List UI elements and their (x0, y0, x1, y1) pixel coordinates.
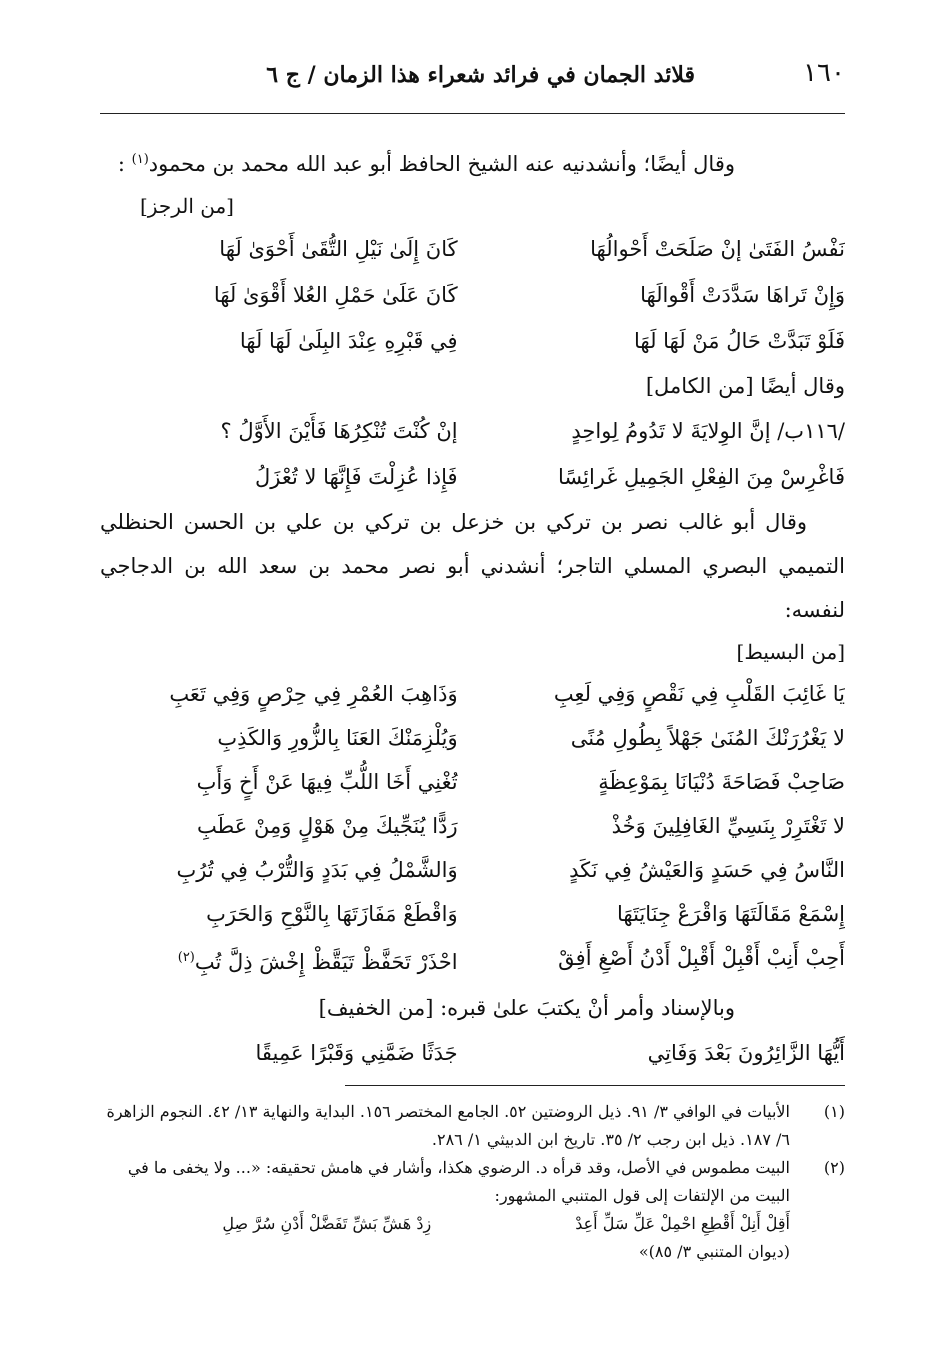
page-header (100, 56, 845, 108)
hemistich-second: إنْ كُنْتَ تُنْكِرُهَا فَأَيْنَ الأَوَّلُ ؟ (220, 419, 458, 443)
hemistich-second: كَانَ إِلَىٰ نَيْلِ التُّقَىٰ أَحْوَىٰ لَهَا (219, 237, 458, 261)
hemistich-first: /١١٦ب/ إنَّ الوِلايَةَ لا تَدُومُ لِواحِدٍ (571, 419, 845, 443)
hemistich-first: نَفْسُ الفَتَىٰ إنْ صَلَحَتْ أَحْوالُهَا (590, 237, 845, 261)
verse-line (100, 716, 845, 760)
verse-line (100, 848, 845, 892)
header-divider (100, 113, 845, 114)
hemistich-first: يَا غَائِبَ القَلْبِ فِي نَقْصٍ وَفِي لَعِبِ (553, 682, 845, 706)
footnote-divider (345, 1085, 845, 1086)
footnote-ref-1[interactable]: (١) (131, 152, 149, 167)
hemistich-second: فِي قَبْرِهِ عِنْدَ البِلَىٰ لَهَا لَهَا (239, 329, 458, 353)
hemistich-first: صَاحِبْ فَصَاحَةَ دُنْيَانَا بِمَوْعِظَةٍ (598, 770, 845, 794)
hemistich-first: لا يَغْرُرَنْكَ المُنَىٰ جَهْلاً بِطُولِ مُنًى (570, 726, 845, 750)
verse-line (100, 1030, 845, 1076)
intro-line-1: وقال أيضًا؛ وأنشدنيه عنه الشيخ الحافظ أبو عبد الله محمد بن محمود$^{(١)}$ : (117, 152, 735, 176)
intro-line-2: وقال أيضًا [من الكامل] (645, 374, 845, 398)
hemistich-second: وَالشَّمْلُ فِي بَدَدٍ وَالتُّرْبُ فِي تُرُبِ (176, 858, 458, 882)
verse-line (100, 318, 845, 364)
hemistich-second: فَإِذا عُزِلْتَ فَإِنَّهَا لا تُعْزَلُ (254, 465, 458, 489)
verse-line (100, 408, 845, 454)
hemistich-first: فَلَوْ تَبَدَّتْ حَالُ مَنْ لَهَا لَهَا (633, 329, 845, 353)
hemistich-second: تُغْنِي أَخَا اللُّبِّ فِيهَا عَنْ أَخٍ وَأَبِ (196, 770, 458, 794)
running-title: قلائد الجمان في فرائد شعراء هذا الزمان / ج ٦ (266, 62, 695, 88)
meter-label-rajaz: [من الرجز] (140, 194, 234, 218)
footnote-text: الأبيات في الوافي ٣/ ٩١. ذيل الروضتين ٥٢. الجامع المختصر ١٥٦. البداية والنهاية ١٣/ ٤٢. النجوم الزاهرة ٦/ ١٨٧. ذيل ابن رجب ٢/ ٣٥. تاريخ ابن الدبيثي ١/ ٢٨٦. (106, 1102, 790, 1149)
hemistich-second: كَانَ عَلَىٰ حَمْلِ العُلا أَقْوَىٰ لَهَا (213, 283, 458, 307)
hemistich-second: وَذَاهِبَ العُمْرِ فِي حِرْصٍ وَفِي تَعَبِ (169, 682, 458, 706)
hemistich-first: وَإِنْ تَراهَا سَدَّدَتْ أَقْوالَهَا (640, 283, 845, 307)
hemistich-second: جَدَثًا ضَمَّنِي وَقَبْرًا عَمِيقًا (255, 1041, 458, 1065)
hemistich-second: وَاقْطَعْ مَفَازَتَهَا بِالنَّوْحِ وَالحَرَبِ (206, 902, 458, 926)
hemistich-first: إِسْمَعْ مَقَالَتَهَا وَاقْرَعْ جِنَايَتَهَا (617, 902, 845, 926)
hemistich-first: النَّاسُ فِي حَسَدٍ وَالعَيْشُ فِي نَكَدٍ (569, 858, 845, 882)
hemistich-second: احْذَرْ تَحَفَّظْ تَيَقَّظْ إِخْشَ ذِلَّ تُبِ$^{(٢)}$ (177, 950, 458, 974)
verse-line (100, 936, 845, 980)
hemistich-first: لا تَغْتَرِرْ بِنَسِيِّ الغَافِلِينَ وَخُذْ (611, 814, 845, 838)
hemistich-first: فَاغْرِسْ مِنَ الفِعْلِ الجَمِيلِ غَرائِسًا (557, 465, 845, 489)
footnote-verse (100, 1210, 845, 1238)
intro-line-4: وبالإسناد وأمر أنْ يكتبَ علىٰ قبره: [من الخفيف] (318, 996, 735, 1020)
footnote-number: (١) (823, 1102, 845, 1121)
page-number: ١٦٠ (803, 58, 845, 88)
hemistich-first: أَيُّهَا الزَّائِرُونَ بَعْدَ وَفَاتِي (647, 1041, 845, 1065)
verse-line (100, 226, 845, 272)
main-text (100, 138, 845, 1076)
footnote-source: (ديوان المتنبي ٣/ ٨٥)» (638, 1242, 790, 1261)
footnote-ref-2[interactable]: (٢) (177, 950, 195, 965)
footnote-text: البيت مطموس في الأصل، وقد قرأه د. الرضوي هكذا، وأشار في هامش تحقيقه: «... ولا يخفى ما في البيت من الإلتفات إلى قول المتنبي المشهور: (127, 1158, 790, 1205)
footnote-1 (100, 1098, 845, 1154)
footnote-number: (٢) (823, 1158, 845, 1177)
meter-label-basit: [من البسيط] (736, 640, 845, 664)
verse-line (100, 892, 845, 936)
hemistich-first: أَحِبْ أَنِبْ أَقْبِلْ أَقْبِلْ أَدْنُ أَصْغِ أَفِقْ (558, 946, 845, 970)
verse-line (100, 804, 845, 848)
hemistich-second: وَيُلْزِمَنْكَ العَنَا بِالزُّورِ وَالكَذِبِ (217, 726, 458, 750)
verse-line (100, 672, 845, 716)
verse-line (100, 272, 845, 318)
footnotes (100, 1098, 845, 1266)
hemistich-second: رَدًّا يُنَجِّيكَ مِنْ هَوْلٍ وَمِنْ عَطَبِ (196, 814, 458, 838)
footnote-verse-first: أَقِلْ أَنِلْ أَقْطِعِ احْمِلْ عَلِّ سَلِّ أَعِدْ (575, 1214, 790, 1233)
verse-line (100, 454, 845, 500)
narration-paragraph: وقال أبو غالب نصر بن تركي بن خزعل بن تركي بن علي بن الحسن الحنظلي التميمي البصري المسلي التاجر؛ أنشدني أبو نصر محمد بن سعد الله بن الدجاجي لنفسه: (100, 510, 845, 622)
footnote-verse-second: زِدْ هَشِّ بَشِّ تَفَضَّلْ أَدْنِ سُرَّ صِلِ (222, 1214, 432, 1233)
footnote-2 (100, 1154, 845, 1210)
verse-line (100, 760, 845, 804)
